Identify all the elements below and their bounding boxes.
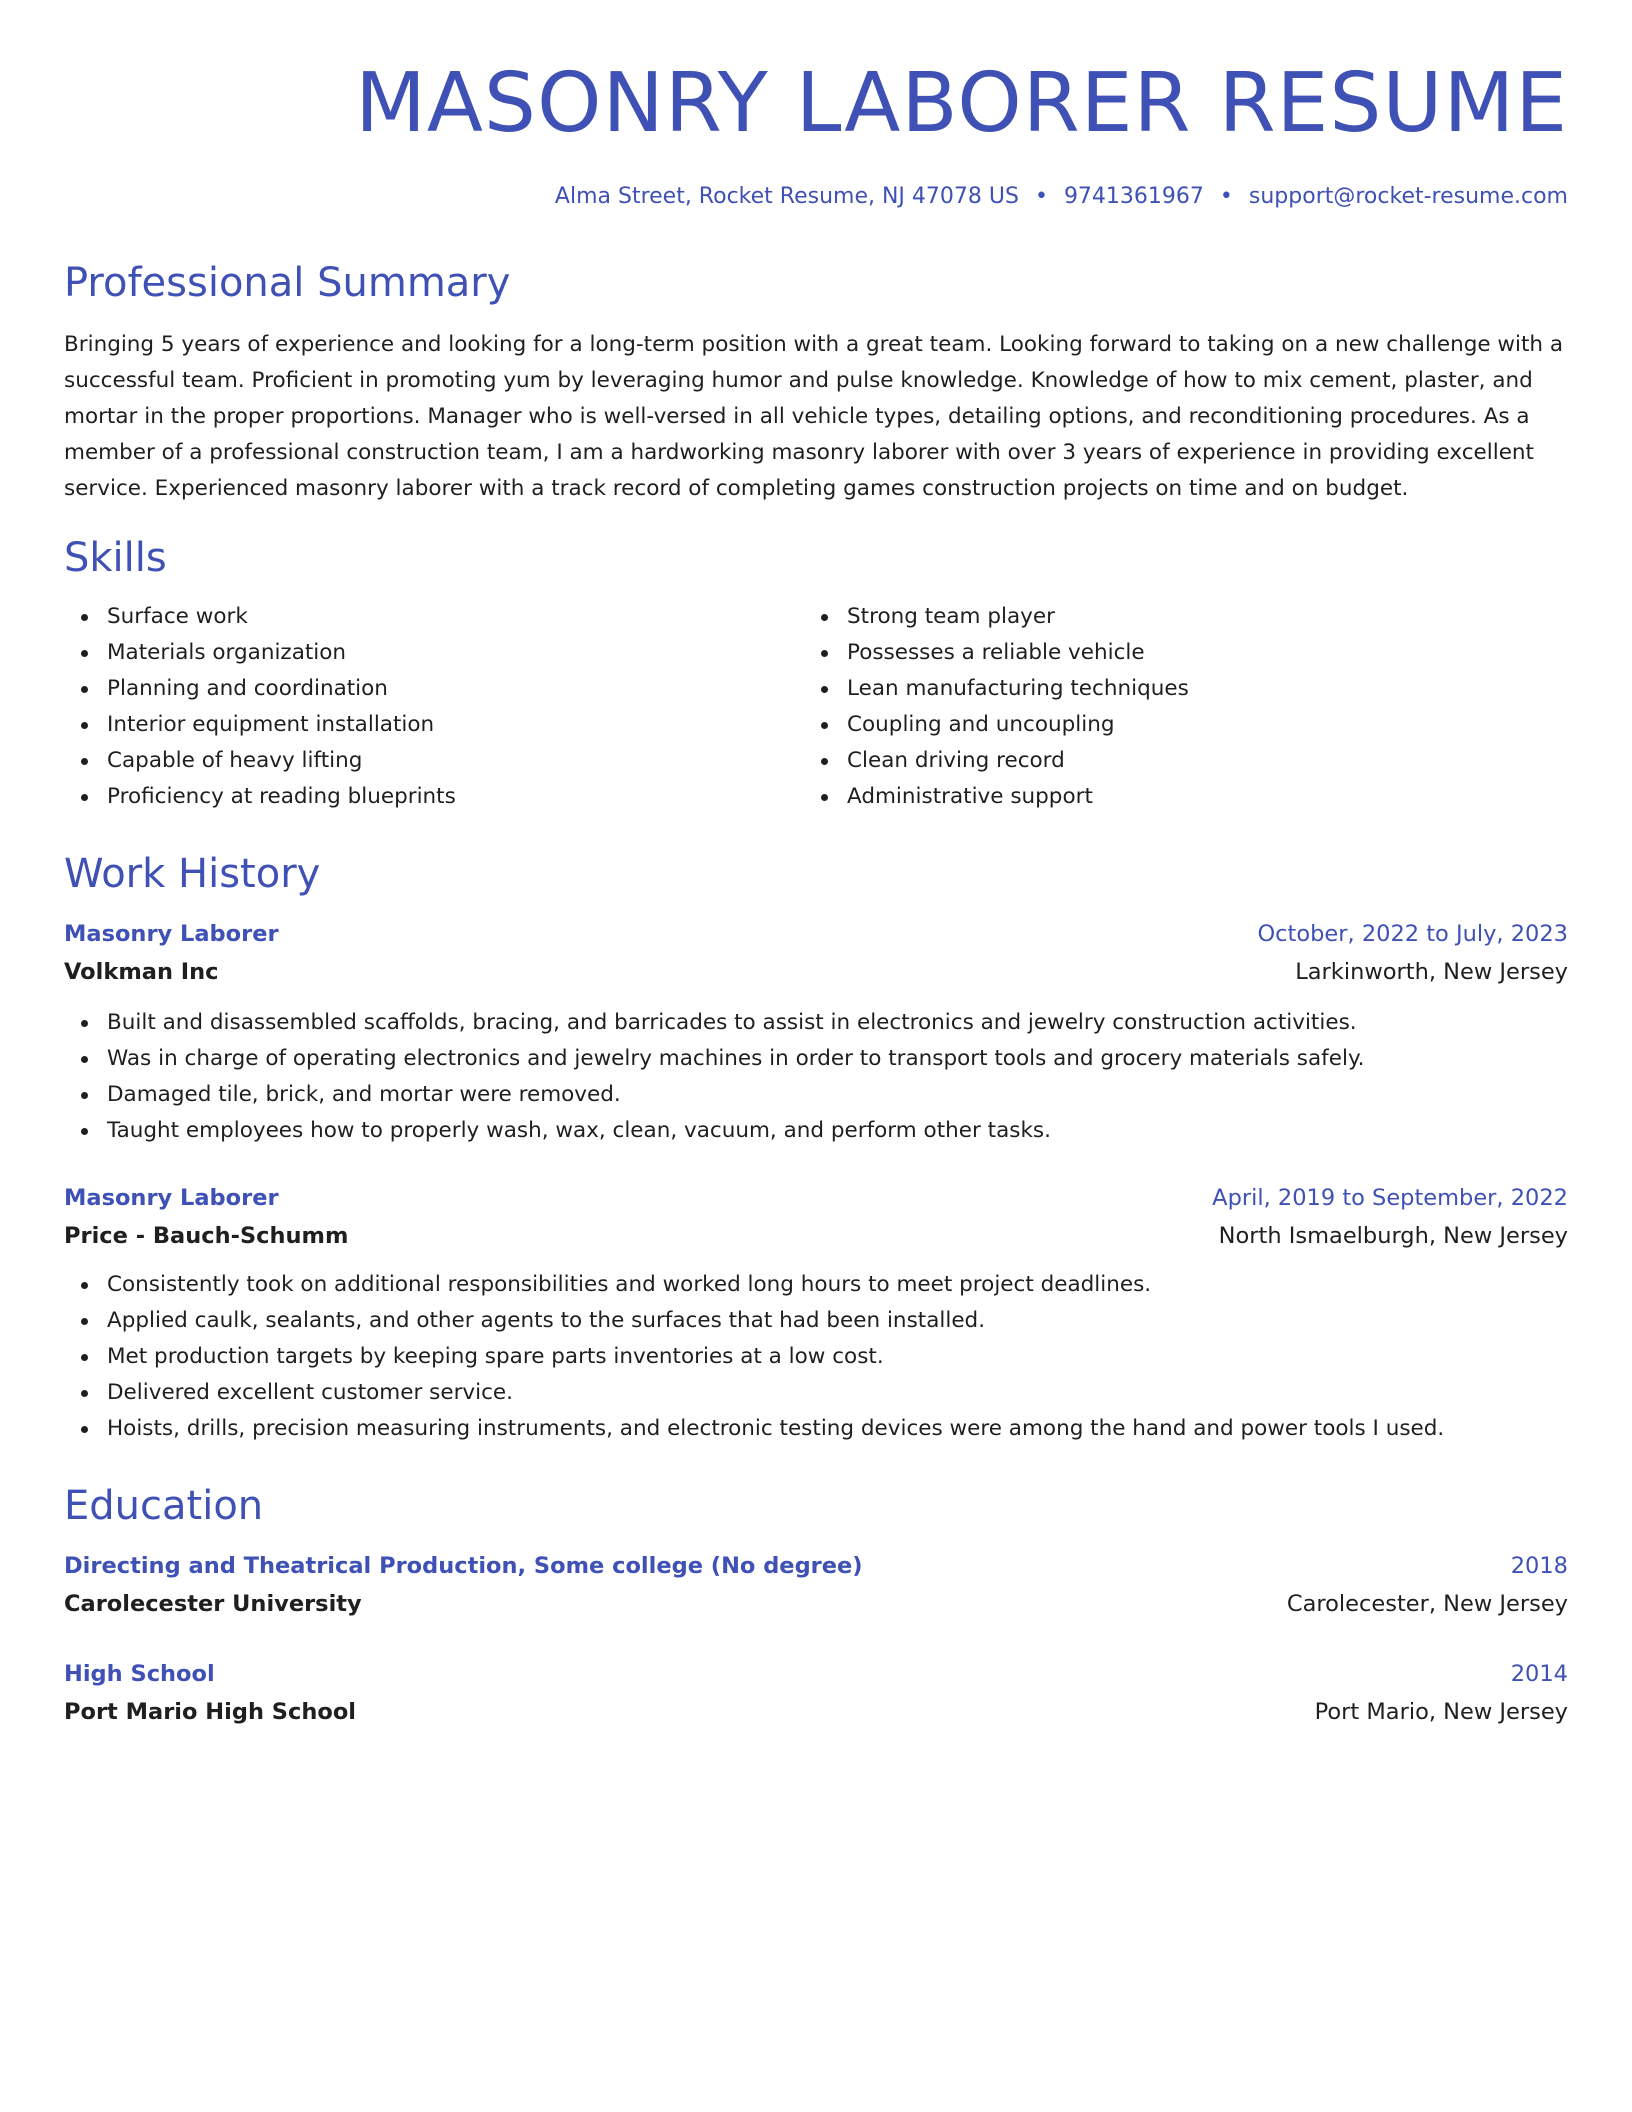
education-location: Carolecester, New Jersey xyxy=(1286,1591,1568,1617)
contact-separator: • xyxy=(1219,184,1233,209)
contact-email[interactable]: support@rocket-resume.com xyxy=(1248,184,1568,209)
skills-list-left xyxy=(64,599,804,815)
education-year: 2018 xyxy=(1510,1553,1568,1579)
job-company: Price - Bauch-Schumm xyxy=(64,1223,349,1249)
work-entry-header xyxy=(64,915,1568,953)
job-title: Masonry Laborer xyxy=(64,1185,279,1211)
summary-text: Bringing 5 years of experience and looking for a long-term position with a great team. Looking forward to taking on a new challenge with a successful team. Proficient in promoting yum by leveraging humor and pulse knowledge. Knowledge of how to mix cement, plaster, and mortar in the proper proportions. Manager who is well-versed in all vehicle types, detailing options, and reconditioning procedures. As a member of a professional construction team, I am a hardworking masonry laborer with over 3 years of experience in providing excellent service. Experienced masonry laborer with a track record of completing games construction projects on time and on budget. xyxy=(64,332,1564,501)
skills-grid xyxy=(64,599,1568,815)
education-entry xyxy=(64,1655,1568,1731)
job-bullet: Met production targets by keeping spare parts inventories at a low cost. xyxy=(107,1339,1568,1375)
job-bullet: Taught employees how to properly wash, wax, clean, vacuum, and perform other tasks. xyxy=(107,1113,1568,1149)
education-degree: Directing and Theatrical Production, Some college (No degree) xyxy=(64,1553,863,1579)
skill-item: Capable of heavy lifting xyxy=(107,743,804,779)
work-entry xyxy=(64,1179,1568,1447)
job-bullet: Built and disassembled scaffolds, bracing, and barricades to assist in electronics and jewelry construction activities. xyxy=(107,1005,1568,1041)
skill-item: Lean manufacturing techniques xyxy=(847,671,1544,707)
education-degree: High School xyxy=(64,1661,215,1687)
job-title: Masonry Laborer xyxy=(64,921,279,947)
education-entry-subheader xyxy=(64,1693,1568,1731)
education-location: Port Mario, New Jersey xyxy=(1314,1699,1568,1725)
skill-item: Coupling and uncoupling xyxy=(847,707,1544,743)
job-location: Larkinworth, New Jersey xyxy=(1295,959,1568,985)
work-history-heading: Work History xyxy=(64,851,321,897)
work-entry-subheader xyxy=(64,1217,1568,1255)
job-dates: October, 2022 to July, 2023 xyxy=(1257,921,1568,947)
skill-item: Proficiency at reading blueprints xyxy=(107,779,804,815)
skill-item: Interior equipment installation xyxy=(107,707,804,743)
contact-address: Alma Street, Rocket Resume, NJ 47078 US xyxy=(554,184,1019,209)
skill-item: Materials organization xyxy=(107,635,804,671)
job-bullet: Hoists, drills, precision measuring instruments, and electronic testing devices were among the hand and power tools I used. xyxy=(107,1411,1568,1447)
job-location: North Ismaelburgh, New Jersey xyxy=(1218,1223,1568,1249)
education-school: Carolecester University xyxy=(64,1591,362,1617)
education-heading: Education xyxy=(64,1483,264,1529)
education-entry-header xyxy=(64,1547,1568,1585)
education-entry-subheader xyxy=(64,1585,1568,1623)
skill-item: Surface work xyxy=(107,599,804,635)
contact-phone: 9741361967 xyxy=(1063,184,1204,209)
skill-item: Clean driving record xyxy=(847,743,1544,779)
resume-name-title: MASONRY LABORER RESUME xyxy=(355,56,1568,151)
job-dates: April, 2019 to September, 2022 xyxy=(1212,1185,1568,1211)
job-bullet: Delivered excellent customer service. xyxy=(107,1375,1568,1411)
summary-heading: Professional Summary xyxy=(64,260,511,306)
job-bullet: Applied caulk, sealants, and other agents to the surfaces that had been installed. xyxy=(107,1303,1568,1339)
contact-line xyxy=(64,182,1568,212)
job-bullet: Was in charge of operating electronics and jewelry machines in order to transport tools and grocery materials safely. xyxy=(107,1041,1568,1077)
job-bullet: Consistently took on additional responsibilities and worked long hours to meet project deadlines. xyxy=(107,1267,1568,1303)
work-entry xyxy=(64,915,1568,1149)
contact-separator: • xyxy=(1034,184,1048,209)
work-entry-header xyxy=(64,1179,1568,1217)
skill-item: Administrative support xyxy=(847,779,1544,815)
job-bullet: Damaged tile, brick, and mortar were removed. xyxy=(107,1077,1568,1113)
education-entry xyxy=(64,1547,1568,1623)
education-school: Port Mario High School xyxy=(64,1699,356,1725)
work-entry-subheader xyxy=(64,953,1568,991)
education-entry-header xyxy=(64,1655,1568,1693)
skill-item: Possesses a reliable vehicle xyxy=(847,635,1544,671)
skills-list-right xyxy=(804,599,1544,815)
job-bullet-list xyxy=(64,1005,1568,1149)
skill-item: Strong team player xyxy=(847,599,1544,635)
education-year: 2014 xyxy=(1510,1661,1568,1687)
job-company: Volkman Inc xyxy=(64,959,219,985)
job-bullet-list xyxy=(64,1267,1568,1447)
skill-item: Planning and coordination xyxy=(107,671,804,707)
skills-heading: Skills xyxy=(64,535,167,581)
